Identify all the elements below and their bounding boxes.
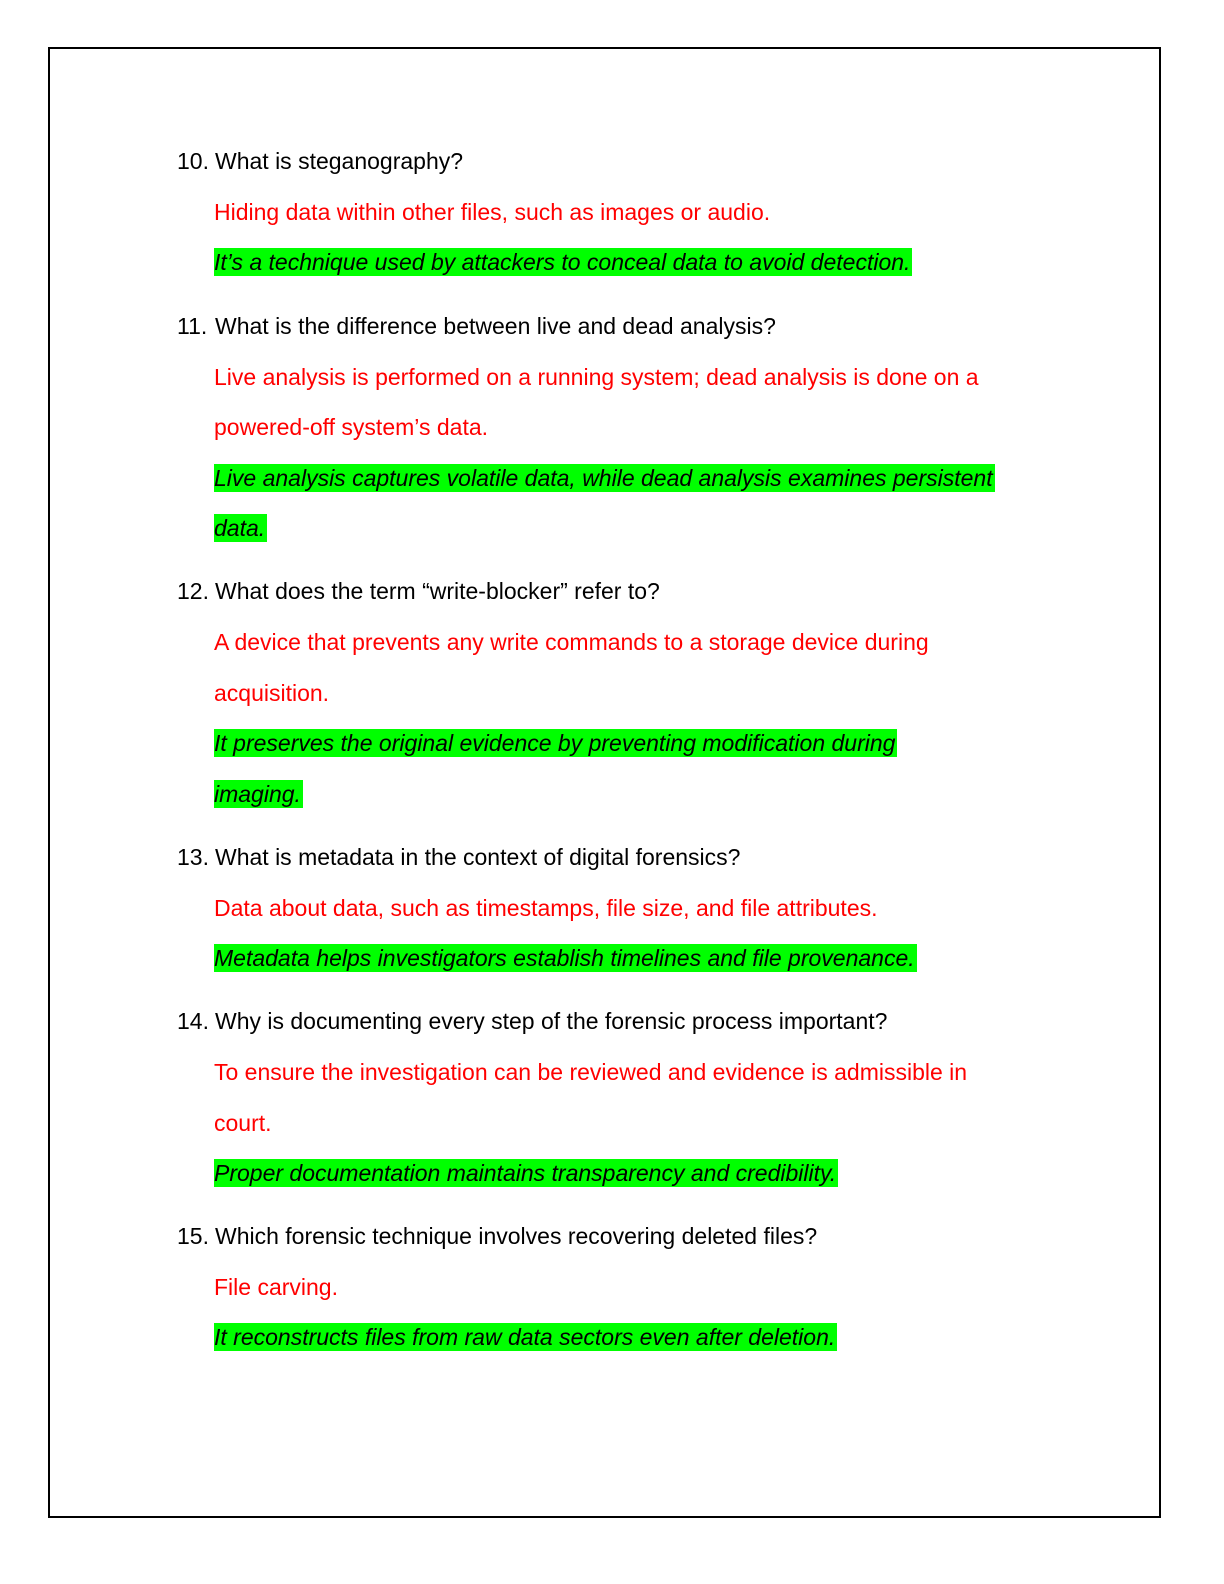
question-item — [177, 311, 776, 341]
answer-line: Live analysis is performed on a running system; dead analysis is done on a — [214, 364, 979, 390]
note-line — [214, 728, 897, 758]
answer-line: acquisition. — [214, 680, 330, 706]
note-line — [214, 247, 912, 277]
question-number: 11. — [177, 313, 208, 339]
answer-line: court. — [214, 1110, 272, 1136]
note-highlight: imaging. — [214, 781, 301, 807]
note-line — [214, 779, 303, 809]
question-number: 12. — [177, 578, 209, 604]
note-highlight: It’s a technique used by attackers to conceal data to avoid detection. — [214, 249, 911, 275]
note-line — [214, 943, 917, 973]
question-item — [177, 146, 463, 176]
question-text: What is steganography? — [215, 148, 464, 174]
note-highlight: Metadata helps investigators establish timelines and file provenance. — [214, 945, 915, 971]
note-line — [214, 463, 995, 493]
question-number: 14. — [177, 1008, 209, 1034]
question-text: What is the difference between live and dead analysis? — [215, 313, 776, 339]
note-highlight: Live analysis captures volatile data, while dead analysis examines persistent — [214, 465, 993, 491]
answer-line: Data about data, such as timestamps, file size, and file attributes. — [214, 895, 878, 921]
question-item — [177, 576, 660, 606]
note-highlight: Proper documentation maintains transparency and credibility. — [214, 1160, 837, 1186]
question-number: 15. — [177, 1223, 209, 1249]
answer-line: Hiding data within other files, such as images or audio. — [214, 199, 771, 225]
note-highlight: It preserves the original evidence by preventing modification during — [214, 730, 896, 756]
question-item — [177, 1221, 817, 1251]
question-text: What is metadata in the context of digital forensics? — [215, 844, 741, 870]
answer-line: powered-off system’s data. — [214, 414, 489, 440]
question-item — [177, 842, 740, 872]
note-line — [214, 1322, 837, 1352]
question-text: Which forensic technique involves recovering deleted files? — [215, 1223, 818, 1249]
note-line — [214, 1158, 838, 1188]
answer-line: A device that prevents any write commands to a storage device during — [214, 629, 929, 655]
answer-line: File carving. — [214, 1274, 338, 1300]
answer-line: To ensure the investigation can be reviewed and evidence is admissible in — [214, 1059, 968, 1085]
question-text: Why is documenting every step of the forensic process important? — [215, 1008, 888, 1034]
question-item — [177, 1006, 887, 1036]
note-highlight: It reconstructs files from raw data sectors even after deletion. — [214, 1324, 836, 1350]
note-line — [214, 513, 267, 543]
question-text: What does the term “write-blocker” refer to? — [215, 578, 660, 604]
question-number: 10. — [177, 148, 209, 174]
question-number: 13. — [177, 844, 209, 870]
note-highlight: data. — [214, 515, 266, 541]
